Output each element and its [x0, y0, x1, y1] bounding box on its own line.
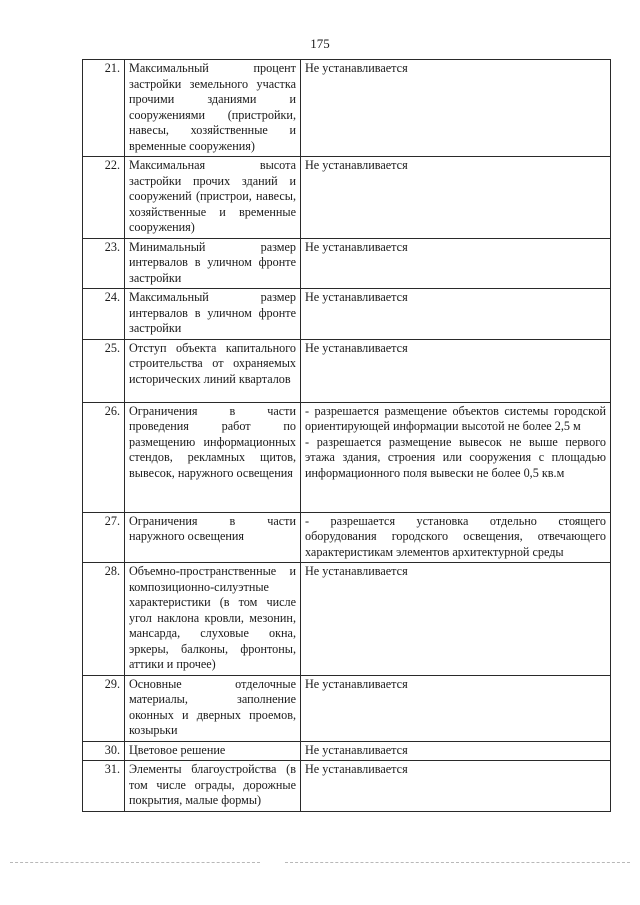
row-parameter: Объемно-пространственные и композиционно-силуэтные характеристики (в том числе угол наклона кровли, мезонин, мансарда, слуховые окна, эркеры, балконы, фронтоны, аттики и прочее)	[125, 563, 301, 676]
regulations-table	[82, 59, 611, 812]
table-row	[83, 761, 611, 812]
row-value-line: Не устанавливается	[305, 676, 408, 691]
row-value-line: Не устанавливается	[305, 564, 408, 578]
row-value-line: Не устанавливается	[305, 742, 408, 757]
row-value	[301, 157, 611, 239]
row-number: 30.	[83, 741, 125, 761]
row-number: 22.	[83, 157, 125, 239]
row-value-line: Не устанавливается	[305, 340, 408, 355]
row-value	[301, 339, 611, 402]
row-parameter: Отступ объекта капитального строительства от охраняемых исторических линий кварталов	[125, 339, 301, 402]
row-value-line: - разрешается размещение объектов системы городской ориентирующей информации высотой не более 2,5 м	[305, 403, 606, 433]
row-number: 31.	[83, 761, 125, 812]
row-number: 29.	[83, 675, 125, 741]
row-number: 27.	[83, 512, 125, 563]
row-parameter: Цветовое решение	[125, 741, 301, 761]
row-value	[301, 238, 611, 289]
table-row	[83, 238, 611, 289]
row-value-line: Не устанавливается	[305, 61, 408, 75]
table-row	[83, 60, 611, 157]
page-number: 175	[310, 36, 330, 51]
row-parameter: Максимальная высота застройки прочих зданий и сооружений (пристрои, навесы, хозяйственные и временные сооружения)	[125, 157, 301, 239]
table-row	[83, 339, 611, 402]
row-value	[301, 741, 611, 761]
row-number: 26.	[83, 402, 125, 512]
row-value	[301, 60, 611, 157]
row-value	[301, 289, 611, 340]
row-value-line: Не устанавливается	[305, 158, 408, 172]
scan-artifact-line	[285, 862, 630, 863]
row-parameter: Ограничения в части наружного освещения	[125, 512, 301, 563]
row-number: 21.	[83, 60, 125, 157]
row-parameter: Минимальный размер интервалов в уличном фронте застройки	[125, 238, 301, 289]
row-number: 23.	[83, 238, 125, 289]
table-row	[83, 402, 611, 512]
row-parameter: Максимальный размер интервалов в уличном фронте застройки	[125, 289, 301, 340]
row-parameter: Основные отделочные материалы, заполнение оконных и дверных проемов, козырьки	[125, 675, 301, 741]
scan-artifact-line	[10, 862, 260, 863]
table-row	[83, 157, 611, 239]
table-row	[83, 289, 611, 340]
row-parameter: Элементы благоустройства (в том числе ограды, дорожные покрытия, малые формы)	[125, 761, 301, 812]
table-body	[83, 60, 611, 812]
row-parameter: Ограничения в части проведения работ по размещению информационных стендов, рекламных щитов, вывесок, наружного освещения	[125, 402, 301, 512]
row-value-line: Не устанавливается	[305, 762, 408, 776]
row-value-line: - разрешается размещение вывесок не выше первого этажа здания, строения или сооружения с площадью информационного поля вывески не более 0,5 кв.м	[305, 434, 606, 480]
row-value	[301, 761, 611, 812]
row-value	[301, 675, 611, 741]
row-value-line: - разрешается установка отдельно стоящего оборудования городского освещения, отвечающего характеристикам элементов архитектурной среды	[305, 513, 606, 559]
table-row	[83, 675, 611, 741]
table-row	[83, 741, 611, 761]
row-value-line: Не устанавливается	[305, 290, 408, 304]
row-value	[301, 402, 611, 512]
row-value	[301, 512, 611, 563]
table-row	[83, 563, 611, 676]
row-number: 28.	[83, 563, 125, 676]
row-parameter: Максимальный процент застройки земельного участка прочими зданиями и сооружениями (пристройки, навесы, хозяйственные и временные сооружения)	[125, 60, 301, 157]
row-number: 25.	[83, 339, 125, 402]
table-row	[83, 512, 611, 563]
row-value-line: Не устанавливается	[305, 239, 408, 254]
row-number: 24.	[83, 289, 125, 340]
row-value	[301, 563, 611, 676]
